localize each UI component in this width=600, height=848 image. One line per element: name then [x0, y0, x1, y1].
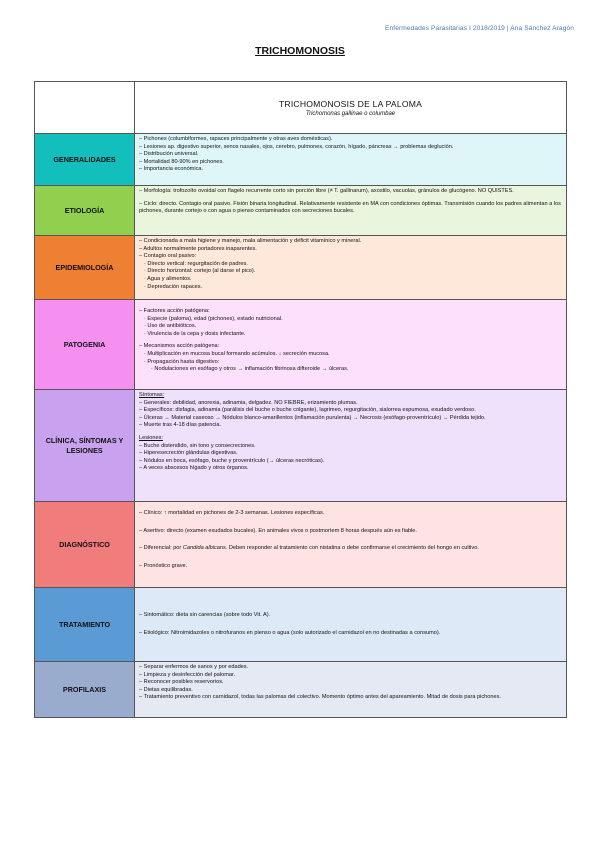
- list-item: – Limpieza y desinfección del palomar.: [139, 671, 236, 678]
- list-subitem: · Multiplicación en mucosa bucal formando acúmulos. ↓ secreción mucosa.: [144, 350, 330, 357]
- list-item: – Mortalidad 80-90% en pichones.: [139, 158, 224, 165]
- label-clinica: [35, 390, 135, 502]
- list-item: – Hiperesecreción glándulas digestivas.: [139, 450, 238, 457]
- row-diagnostico: [35, 502, 567, 588]
- label-profilaxis: PROFILAXIS: [35, 662, 135, 718]
- table-subtitle: Trichomonas gallinae o columbae: [305, 110, 396, 117]
- list-item: – Distribución universal.: [139, 151, 199, 158]
- content-tratamiento: [135, 588, 567, 662]
- row-clinica: [35, 390, 567, 502]
- content-diagnostico: [135, 502, 567, 588]
- title-row: [35, 82, 567, 134]
- header-course-info: Enfermedades Parasitarias I 2018/2019 | Ana Sánchez Aragón: [385, 25, 574, 32]
- etiologia-morfologia: – Morfología: trofozoíto ovoidal con flagelo recurrente corto sin porción libre (≠ T. gallinarum), axostilo, vacuolas, gránulos de glucógeno. NO QUISTES.: [139, 188, 514, 194]
- title-blank-cell: [35, 82, 135, 134]
- list-subitem: · Especie (paloma), edad (pichones), estado nutricional.: [144, 315, 283, 322]
- label-generalidades: GENERALIDADES: [35, 134, 135, 186]
- row-etiologia: [35, 186, 567, 236]
- list-item: – Importancia económica.: [139, 166, 204, 173]
- label-etiologia: ETIOLOGÍA: [35, 186, 135, 236]
- list-item: – Pichones (columbiformes, rapaces principalmente y otras aves domésticas).: [139, 136, 333, 142]
- list-item: – Dietas equilibradas.: [139, 686, 193, 693]
- list-item: – Úlceras → Material caseoso → Nódulos blanco-amarillentos (inflamación purulenta) → Necrosis (esófago-proventrículo) → Pérdida tejido.: [139, 414, 486, 421]
- list-subitem: · Directo horizontal: cortejo (al darse el pico).: [144, 268, 256, 275]
- diagnostico-asertivo: – Asertivo: directo (examen exudados bucales). En animales vivos o postmortem 8 horas después aún es fiable.: [139, 527, 417, 534]
- list-item: – Buche distendido, sin tono y consecreciones.: [139, 442, 256, 449]
- list-subitem: · Nodulaciones en esófago y otros → inflamación fibrinosa difteroide → úlceras.: [151, 366, 349, 373]
- list-subitem: · Directo vertical: regurgitación de padres.: [144, 260, 248, 267]
- trichomonosis-table: [34, 81, 567, 718]
- candida-albicans-text: Candida albicans: [182, 545, 226, 552]
- list-item: – Nódulos en boca, esófago, buche y proventrículo (→ úlceras necróticas).: [139, 457, 325, 464]
- list-item: – Reconocer posibles reservorios.: [139, 679, 224, 686]
- document-title: TRICHOMONOSIS: [255, 45, 345, 57]
- list-item: – Factores acción patógena:: [139, 308, 210, 314]
- label-clinica-line1: CLÍNICA, SÍNTOMAS Y: [45, 435, 124, 445]
- etiologia-ciclo: – Ciclo: directo. Contagio oral pasivo. Fisión binaria longitudinal. Relativamente resistente en MA con condiciones óptimas. Transmisión cuando los padres alimentan a los pichones, durante cortejo o con agua o pienso contaminados con secreciones bucales.: [139, 200, 561, 215]
- list-item: – Mecanismos acción patógena:: [139, 343, 220, 350]
- list-subitem: · Depredación rapaces.: [144, 283, 203, 290]
- tratamiento-etiologico: – Etiológico: Nitroimidazoles o nitrofuranos en pienso o agua (solo autorizado el carnidazol en no destinadas a consumo).: [139, 629, 441, 636]
- table-title-cell: [135, 82, 567, 134]
- list-item: – Tratamiento preventivo con carnidazol, todas las palomas del colectivo. Momento óptimo antes del apareamiento. Mitad de dosis para pichones.: [139, 694, 501, 701]
- list-item: – Muerte tras 4-18 días patencia.: [139, 422, 222, 429]
- list-item: – Lesiones ap. digestivo superior, senos nasales, ojos, cerebro, pulmones, corazón, hígado, páncreas → problemas deglución.: [139, 143, 454, 150]
- sintomas-heading: Síntomas:: [139, 392, 165, 398]
- label-epidemiologia: EPIDEMIOLOGÍA: [35, 236, 135, 300]
- lesiones-heading: Lesiones:: [139, 434, 163, 441]
- list-item: – Separar enfermos de sanos y por edades.: [139, 664, 249, 670]
- list-item: – Adultos normalmente portadores inaparentes.: [139, 245, 257, 252]
- row-profilaxis: [35, 662, 567, 718]
- content-clinica: [135, 390, 567, 502]
- list-item: – Condicionada a mala higiene y manejo, mala alimentación y déficit vitamínico y mineral.: [139, 238, 362, 244]
- content-generalidades: [135, 134, 567, 186]
- list-subitem: · Uso de antibióticos.: [144, 323, 197, 330]
- label-diagnostico: DIAGNÓSTICO: [35, 502, 135, 588]
- list-subitem: · Virulencia de la cepa y dosis infectante.: [144, 330, 246, 337]
- label-tratamiento: TRATAMIENTO: [35, 588, 135, 662]
- content-profilaxis: [135, 662, 567, 718]
- label-patogenia: PATOGENIA: [35, 300, 135, 390]
- diagnostico-pronostico: – Pronóstico grave.: [139, 562, 188, 569]
- list-item: – Específicos: disfagia, adinamia (parálisis del buche o buche colgante), lagrimeo, regurgitación, sialorrea espumosa, exudado verdoso.: [139, 407, 476, 414]
- list-subitem: · Propagación hasta digestivo:: [144, 358, 220, 365]
- content-epidemiologia: [135, 236, 567, 300]
- table-title: TRICHOMONOSIS DE LA PALOMA: [278, 98, 423, 109]
- row-epidemiologia: [35, 236, 567, 300]
- row-generalidades: [35, 134, 567, 186]
- list-item: – Contagio oral pasivo:: [139, 253, 197, 260]
- row-tratamiento: [35, 588, 567, 662]
- diagnostico-clinico: – Clínico: ↑ mortalidad en pichones de 2-3 semanas. Lesiones específicas.: [139, 510, 325, 516]
- content-etiologia: [135, 186, 567, 236]
- content-patogenia: [135, 300, 567, 390]
- row-patogenia: [35, 300, 567, 390]
- label-clinica-line2: LESIONES: [66, 445, 103, 455]
- diagnostico-diferencial: – Diferencial: por Candida albicans. Deben responder al tratamiento con nistatina o debe confirmarse el crecimiento del hongo en cultivo.: [139, 545, 479, 552]
- list-subitem: · Agua y alimentos.: [144, 275, 192, 282]
- list-item: – A veces abscesos hígado y otros órganos.: [139, 465, 249, 472]
- tratamiento-sintomatico: – Sintomático: dieta sin carencias (sobre todo Vit. A).: [139, 611, 271, 618]
- list-item: – Generales: debilidad, anorexia, adinamia, delgadez. NO FIEBRE, erizamiento plumas.: [139, 399, 358, 406]
